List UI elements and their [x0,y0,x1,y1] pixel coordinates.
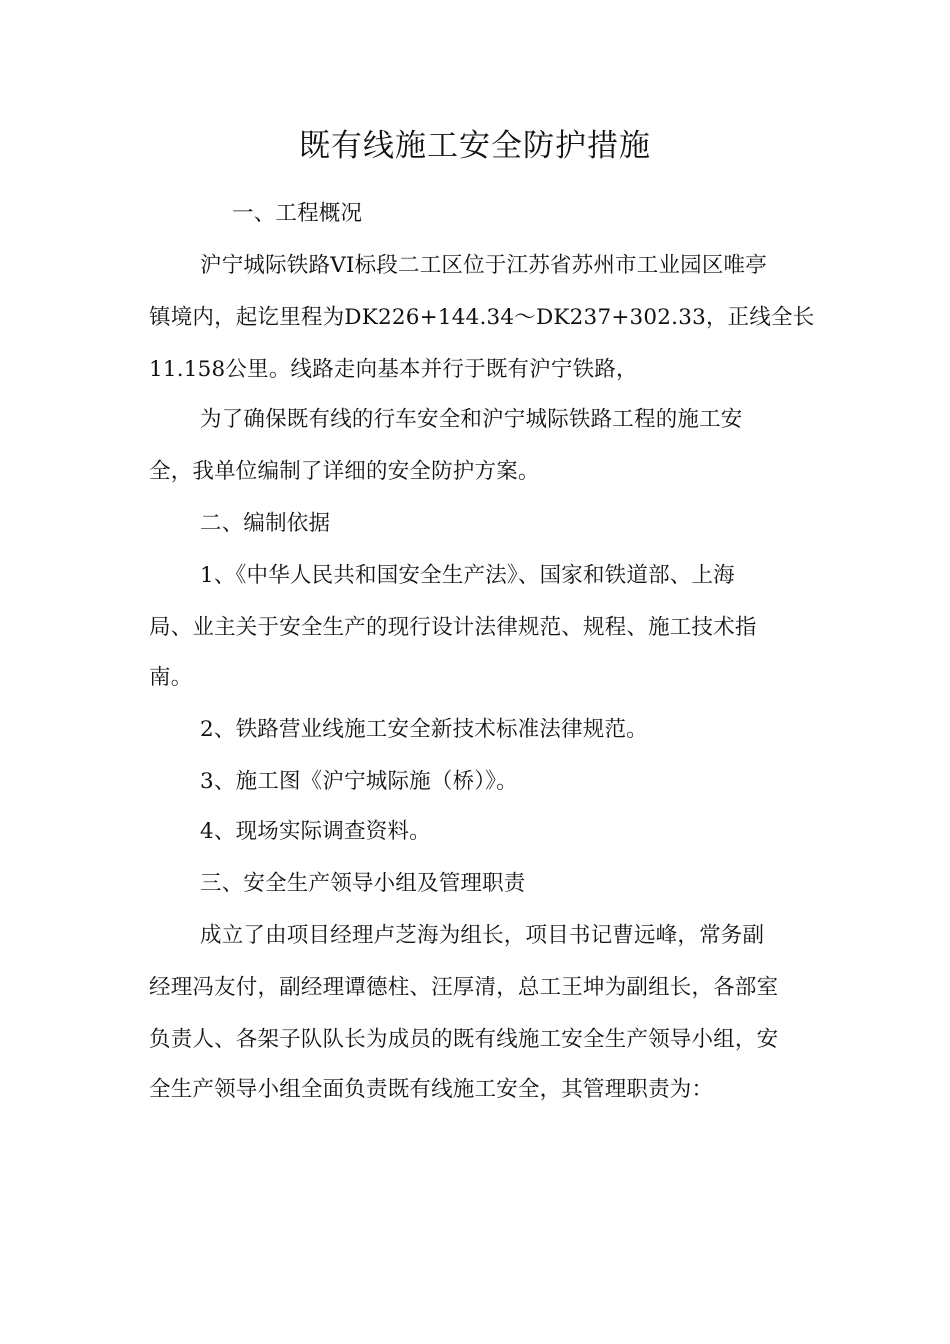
paragraph-line: 11.158公里。线路走向基本并行于既有沪宁铁路， [149,357,638,382]
paragraph-line: 经理冯友付，副经理谭德柱、汪厚清，总工王坤为副组长，各部室 [149,975,779,1000]
section-heading-leadership: 三、安全生产领导小组及管理职责 [200,871,526,896]
list-item-line: 2、铁路营业线施工安全新技术标准法律规范。 [200,717,648,742]
document-title: 既有线施工安全防护措施 [299,128,651,164]
paragraph-line: 成立了由项目经理卢芝海为组长，项目书记曹远峰，常务副 [200,923,765,948]
list-item-line: 1、《中华人民共和国安全生产法》、国家和铁道部、上海 [200,563,735,588]
list-item-line: 3、施工图《沪宁城际施（桥）》。 [200,769,518,794]
paragraph-line: 全，我单位编制了详细的安全防护方案。 [149,459,540,484]
list-item-line: 局、业主关于安全生产的现行设计法律规范、规程、施工技术指 [149,615,757,640]
list-item-line: 南。 [149,665,193,690]
paragraph-line: 为了确保既有线的行车安全和沪宁城际铁路工程的施工安 [200,407,743,432]
paragraph-line: 沪宁城际铁路VI标段二工区位于江苏省苏州市工业园区唯亭 [200,253,767,278]
section-heading-basis: 二、编制依据 [200,511,331,536]
section-heading-overview: 一、工程概况 [232,201,363,226]
paragraph-line: 全生产领导小组全面负责既有线施工安全，其管理职责为： [149,1077,714,1102]
paragraph-line: 镇境内，起讫里程为DK226+144.34～DK237+302.33，正线全长 [149,305,815,330]
list-item-line: 4、现场实际调查资料。 [200,819,431,844]
paragraph-line: 负责人、各架子队队长为成员的既有线施工安全生产领导小组，安 [149,1027,779,1052]
